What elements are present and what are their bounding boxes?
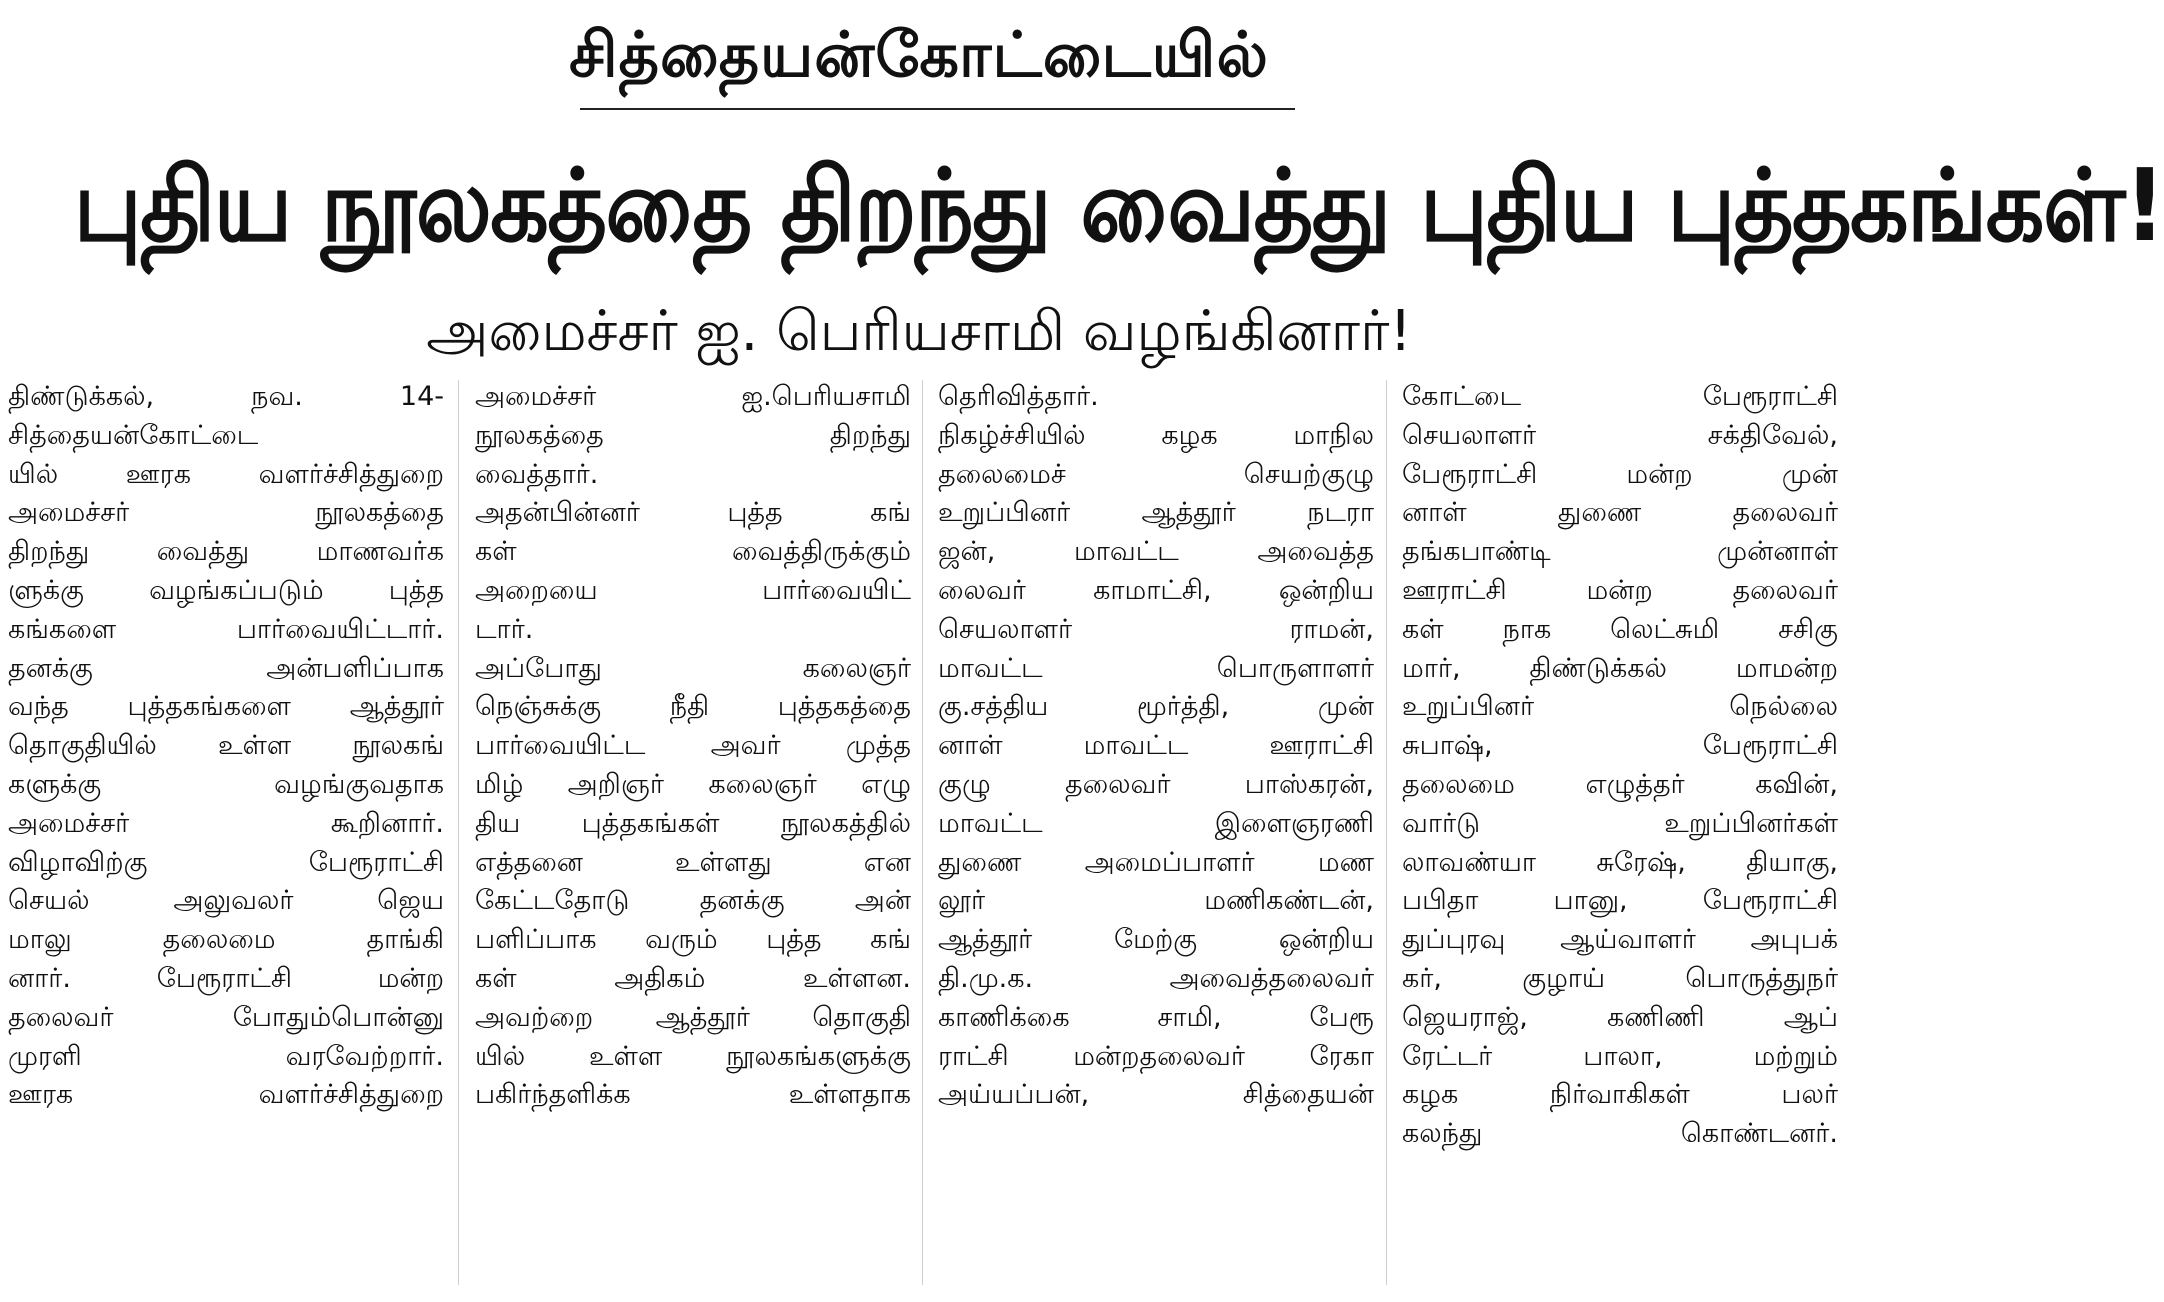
article-text-line: பபிதா பானு, பேரூராட்சி xyxy=(1402,885,1838,917)
article-text-line: சித்தையன்கோட்டை xyxy=(8,419,259,451)
article-text-line: திறந்து வைத்து மாணவர்க xyxy=(8,536,444,568)
article-text-line: அமைச்சர் கூறினார். xyxy=(8,807,444,839)
article-text-line: நூலகத்தை திறந்து xyxy=(475,419,911,451)
article-text-line: எத்தனை உள்ளது என xyxy=(475,846,911,878)
kicker-headline: சித்தையன்கோட்டையில் xyxy=(569,18,1269,91)
article-text-line: மாவட்ட இளைஞரணி xyxy=(938,807,1374,839)
article-text-line: டார். xyxy=(475,613,534,645)
article-text-line: விழாவிற்கு பேரூராட்சி xyxy=(8,846,444,878)
article-text-line: ஜன், மாவட்ட அவைத்த xyxy=(938,536,1374,568)
article-text-line: ஆத்தூர் மேற்கு ஒன்றிய xyxy=(938,924,1374,956)
article-text-line: பார்வையிட்ட அவர் முத்த xyxy=(475,730,911,762)
kicker-underline xyxy=(580,108,1295,110)
article-text-line: குழு தலைவர் பாஸ்கரன், xyxy=(938,768,1374,800)
article-text-line: ராட்சி மன்றதலைவர் ரேகா xyxy=(938,1040,1374,1072)
column-divider xyxy=(1386,380,1387,1285)
article-text-line: கழக நிர்வாகிகள் பலர் xyxy=(1402,1079,1838,1111)
article-text-line: கள் நாக லெட்சுமி சசிகு xyxy=(1402,613,1838,645)
article-text-line: பளிப்பாக வரும் புத்த கங் xyxy=(475,924,911,956)
article-text-line: முரளி வரவேற்றார். xyxy=(8,1040,444,1072)
article-text-line: மிழ் அறிஞர் கலைஞர் எழு xyxy=(475,768,911,800)
article-text-line: தி.மு.க. அவைத்தலைவர் xyxy=(938,962,1374,994)
article-text-line: காணிக்கை சாமி, பேரூ xyxy=(938,1001,1374,1033)
article-text-line: லைவர் காமாட்சி, ஒன்றிய xyxy=(938,574,1374,606)
article-text-line: தொகுதியில் உள்ள நூலகங் xyxy=(8,730,444,762)
article-text-line: சுபாஷ், பேரூராட்சி xyxy=(1402,730,1838,762)
article-text-line: தெரிவித்தார். xyxy=(938,381,1099,412)
article-text-line: துணை அமைப்பாளர் மண xyxy=(938,846,1374,878)
article-text-line: வந்த புத்தகங்களை ஆத்தூர் xyxy=(8,691,444,723)
article-text-line: அதன்பின்னர் புத்த கங் xyxy=(475,497,911,529)
article-text-line: லாவண்யா சுரேஷ், தியாகு, xyxy=(1402,846,1838,878)
article-text-line: வைத்தார். xyxy=(475,458,599,490)
article-column-2 xyxy=(475,378,911,1293)
article-column-4 xyxy=(1402,378,1838,1293)
article-text-line: வார்டு உறுப்பினர்கள் xyxy=(1402,807,1838,839)
article-text-line: உறுப்பினர் நெல்லை xyxy=(1402,691,1838,723)
article-text-line: களுக்கு வழங்குவதாக xyxy=(8,768,444,800)
article-text-line: தலைமை எழுத்தர் கவின், xyxy=(1402,768,1838,800)
article-text-line: நிகழ்ச்சியில் கழக மாநில xyxy=(938,419,1374,451)
article-text-line: பகிர்ந்தளிக்க உள்ளதாக xyxy=(475,1079,911,1111)
article-text-line: துப்புரவு ஆய்வாளர் அபுபக் xyxy=(1402,924,1838,956)
article-text-line: தனக்கு அன்பளிப்பாக xyxy=(8,652,444,684)
article-text-line: ரேட்டர் பாலா, மற்றும் xyxy=(1402,1040,1838,1072)
column-divider xyxy=(458,380,459,1285)
article-text-line: திண்டுக்கல், நவ. 14- xyxy=(8,381,444,412)
article-text-line: கோட்டை பேரூராட்சி xyxy=(1402,381,1838,412)
article-text-line: அய்யப்பன், சித்தையன் xyxy=(938,1079,1374,1111)
article-text-line: மாவட்ட பொருளாளர் xyxy=(938,652,1374,684)
article-text-line: கலந்து கொண்டனர். xyxy=(1402,1118,1838,1150)
article-text-line: லூர் மணிகண்டன், xyxy=(938,885,1374,917)
article-text-line: கள் வைத்திருக்கும் xyxy=(475,536,911,568)
article-column-1 xyxy=(8,378,444,1293)
article-column-3 xyxy=(938,378,1374,1293)
article-text-line: அவற்றை ஆத்தூர் தொகுதி xyxy=(475,1001,911,1033)
article-text-line: னார். பேரூராட்சி மன்ற xyxy=(8,962,444,994)
article-text-line: அறையை பார்வையிட் xyxy=(475,574,911,606)
main-headline: புதிய நூலகத்தை திறந்து வைத்து புதிய புத்தகங்கள்! xyxy=(73,147,2164,264)
article-text-line: கர், குழாய் பொருத்துநர் xyxy=(1402,962,1838,994)
article-text-line: னாள் துணை தலைவர் xyxy=(1402,497,1838,529)
article-text-line: மார், திண்டுக்கல் மாமன்ற xyxy=(1402,652,1838,684)
article-text-line: தங்கபாண்டி முன்னாள் xyxy=(1402,536,1838,568)
article-text-line: கு.சத்திய மூர்த்தி, முன் xyxy=(938,691,1374,723)
article-text-line: மாலு தலைமை தாங்கி xyxy=(8,924,444,956)
article-text-line: ஊராட்சி மன்ற தலைவர் xyxy=(1402,574,1838,606)
article-text-line: னாள் மாவட்ட ஊராட்சி xyxy=(938,730,1374,762)
article-text-line: கங்களை பார்வையிட்டார். xyxy=(8,613,444,645)
article-text-line: பேரூராட்சி மன்ற முன் xyxy=(1402,458,1838,490)
article-text-line: தலைமைச் செயற்குழு xyxy=(938,458,1374,490)
article-text-line: ஜெயராஜ், கணிணி ஆப் xyxy=(1402,1001,1838,1033)
article-text-line: செயலாளர் ராமன், xyxy=(938,613,1374,645)
article-text-line: திய புத்தகங்கள் நூலகத்தில் xyxy=(475,807,911,839)
article-text-line: அப்போது கலைஞர் xyxy=(475,652,911,684)
article-text-line: நெஞ்சுக்கு நீதி புத்தகத்தை xyxy=(475,691,911,723)
article-text-line: அமைச்சர் ஐ.பெரியசாமி xyxy=(475,381,911,412)
column-divider xyxy=(922,380,923,1285)
article-text-line: அமைச்சர் நூலகத்தை xyxy=(8,497,444,529)
article-text-line: செயலாளர் சக்திவேல், xyxy=(1402,419,1838,451)
article-text-line: கேட்டதோடு தனக்கு அன் xyxy=(475,885,911,917)
article-text-line: உறுப்பினர் ஆத்தூர் நடரா xyxy=(938,497,1374,529)
article-text-line: தலைவர் போதும்பொன்னு xyxy=(8,1001,444,1033)
article-text-line: கள் அதிகம் உள்ளன. xyxy=(475,962,911,994)
article-text-line: ளுக்கு வழங்கப்படும் புத்த xyxy=(8,574,444,606)
sub-headline: அமைச்சர் ஐ. பெரியசாமி வழங்கினார்! xyxy=(426,299,1412,364)
article-text-line: ஊரக வளர்ச்சித்துறை xyxy=(8,1079,444,1111)
article-text-line: யில் ஊரக வளர்ச்சித்துறை xyxy=(8,458,444,490)
article-text-line: யில் உள்ள நூலகங்களுக்கு xyxy=(475,1040,911,1072)
article-text-line: செயல் அலுவலர் ஜெய xyxy=(8,885,444,917)
